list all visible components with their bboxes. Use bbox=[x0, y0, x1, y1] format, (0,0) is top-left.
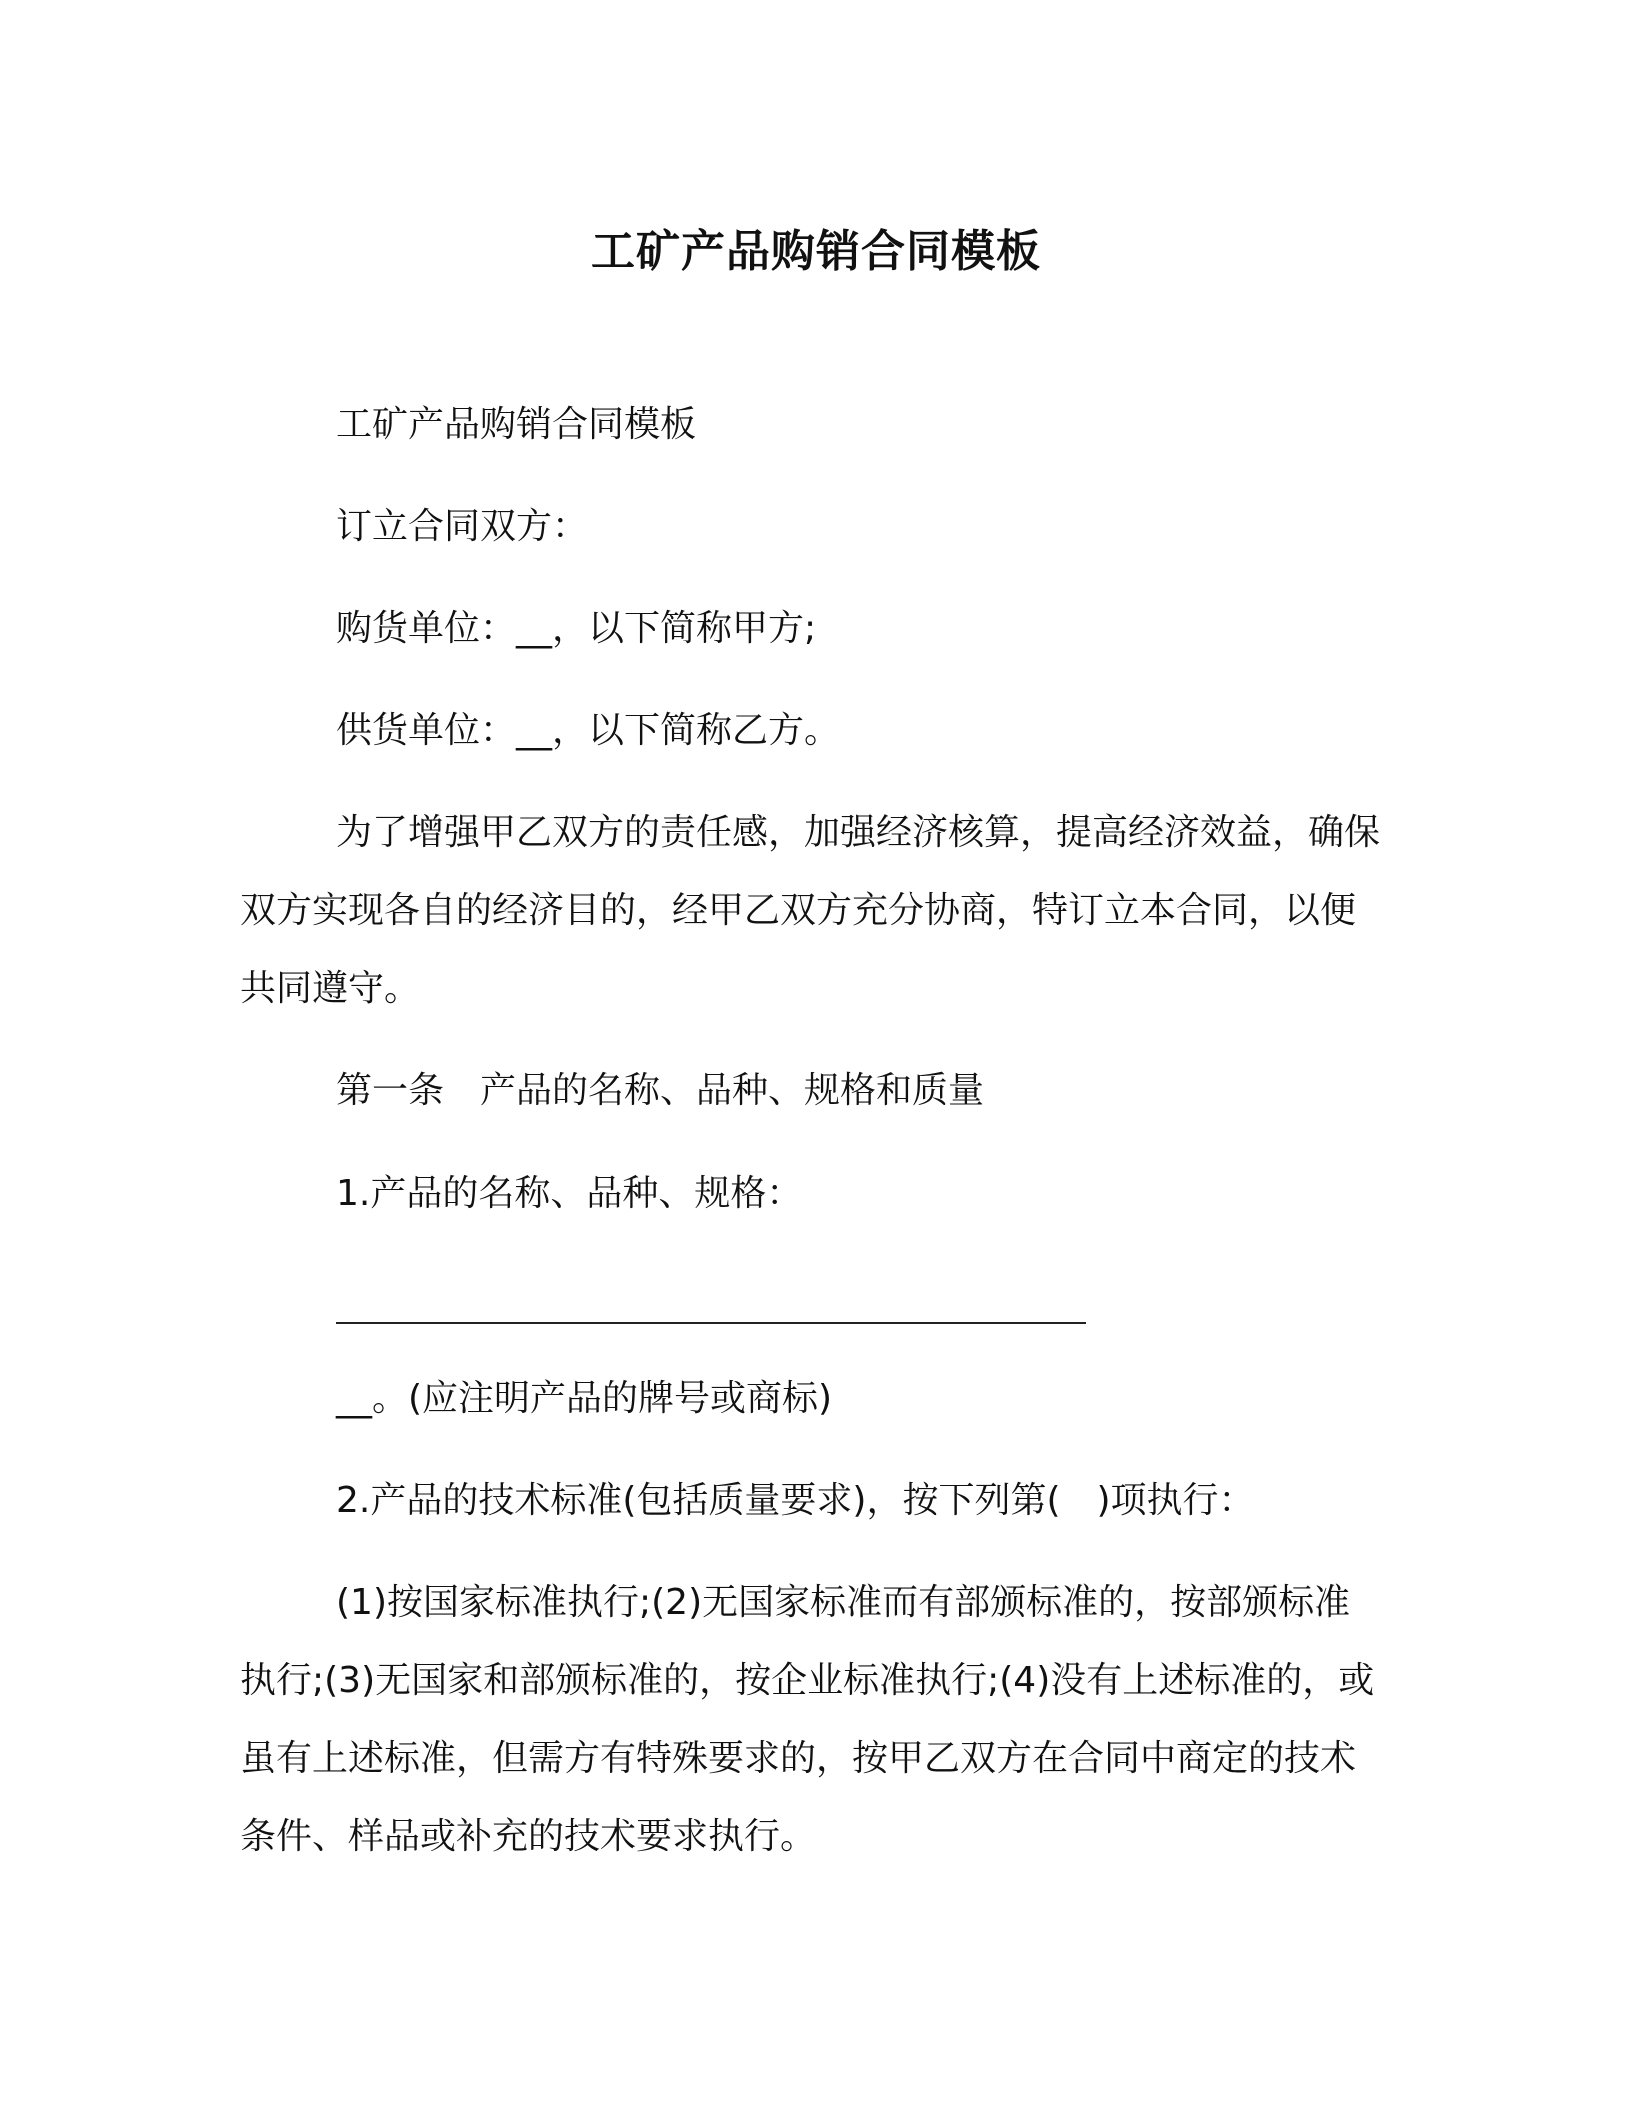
fill-in-line bbox=[336, 1322, 1086, 1324]
article-one-heading: 第一条 产品的名称、品种、规格和质量 bbox=[336, 1070, 985, 1111]
document-title: 工矿产品购销合同模板 bbox=[591, 226, 1041, 277]
item-one-note: __。(应注明产品的牌号或商标) bbox=[336, 1378, 833, 1419]
item-one: 1.产品的名称、品种、规格： bbox=[336, 1173, 803, 1214]
standards-paragraph: (1)按国家标准执行;(2)无国家标准而有部颁标准的，按部颁标准执行;(3)无国家和部颁标准的，按企业标准执行;(4)没有上述标准的，或虽有上述标准，但需方有特殊要求的，按甲乙双方在合同中商定的技术条件、样品或补充的技术要求执行。 bbox=[240, 1582, 1375, 1857]
paragraph-purpose: 为了增强甲乙双方的责任感，加强经济核算，提高经济效益，确保双方实现各自的经济目的，经甲乙双方充分协商，特订立本合同，以便共同遵守。 bbox=[240, 812, 1381, 1009]
paragraph-parties: 订立合同双方： bbox=[336, 506, 589, 547]
paragraph-heading: 工矿产品购销合同模板 bbox=[336, 404, 697, 445]
paragraph-buyer: 购货单位：__，以下简称甲方; bbox=[336, 608, 817, 649]
item-two: 2.产品的技术标准(包括质量要求)，按下列第( )项执行： bbox=[336, 1480, 1255, 1521]
paragraph-seller: 供货单位：__，以下简称乙方。 bbox=[336, 710, 841, 751]
